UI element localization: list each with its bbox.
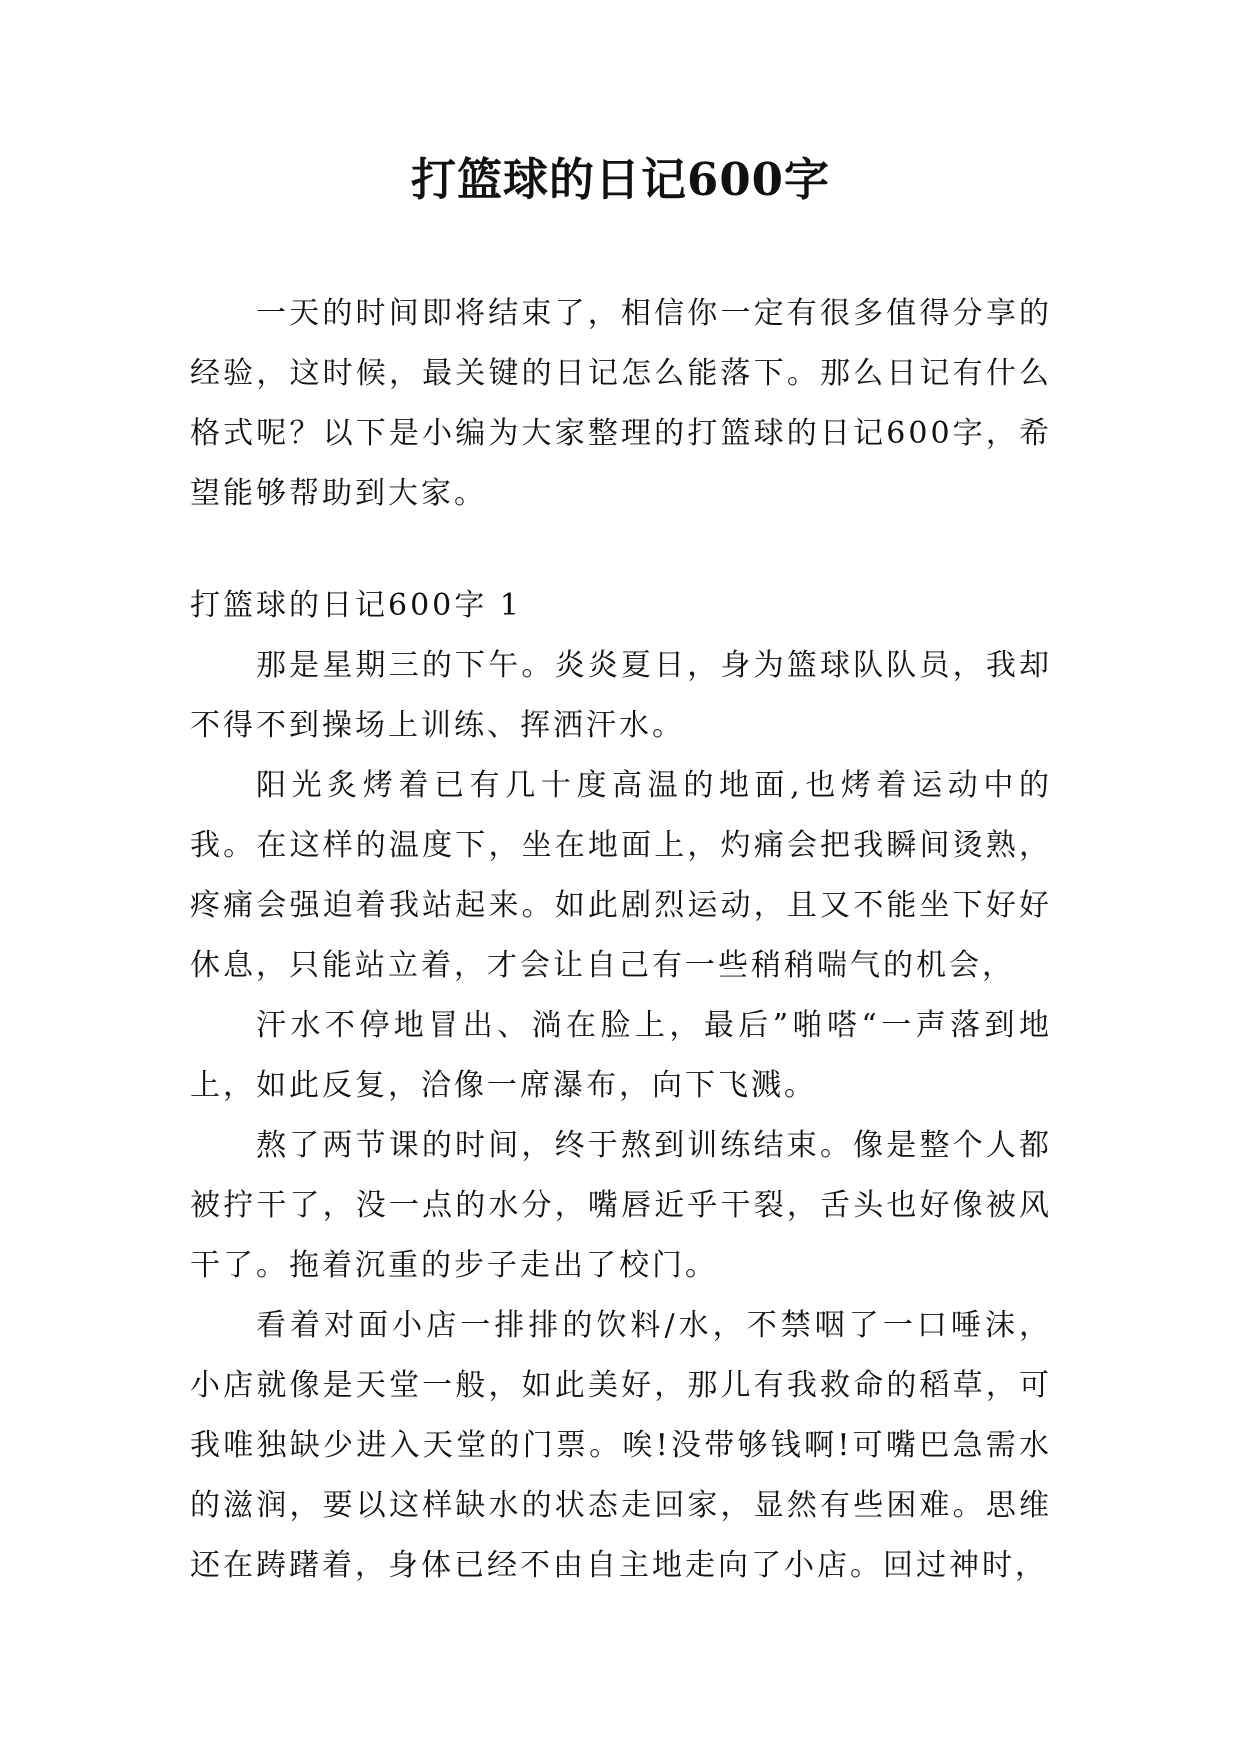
document-title: 打篮球的日记600字 — [411, 153, 830, 206]
section-heading: 打篮球的日记600字 1 — [190, 588, 522, 623]
intro-section — [190, 284, 1052, 524]
body-paragraph: 汗水不停地冒出、淌在脸上，最后”啪嗒“一声落到地上，如此反复，洽像一席瀑布，向下飞溅。 — [190, 1008, 1052, 1103]
body-paragraph: 阳光炙烤着已有几十度高温的地面,也烤着运动中的我。在这样的温度下，坐在地面上，灼痛会把我瞬间烫熟，疼痛会强迫着我站起来。如此剧烈运动，且又不能坐下好好休息，只能站立着，才会让自己有一些稍稍喘气的机会， — [190, 768, 1052, 983]
body-paragraph: 熬了两节课的时间，终于熬到训练结束。像是整个人都被拧干了，没一点的水分，嘴唇近乎干裂，舌头也好像被风干了。拖着沉重的步子走出了校门。 — [190, 1128, 1052, 1283]
diary-section — [190, 576, 1052, 1596]
body-paragraph: 看着对面小店一排排的饮料/水，不禁咽了一口唾沫，小店就像是天堂一般，如此美好，那儿有我救命的稻草，可我唯独缺少进入天堂的门票。唉!没带够钱啊!可嘴巴急需水的滋润，要以这样缺水的状态走回家，显然有些困难。思维还在踌躇着，身体已经不由自主地走向了小店。回过神时， — [190, 1308, 1052, 1583]
body-paragraph: 那是星期三的下午。炎炎夏日，身为篮球队队员，我却不得不到操场上训练、挥洒汗水。 — [190, 648, 1052, 743]
intro-paragraph: 一天的时间即将结束了，相信你一定有很多值得分享的经验，这时候，最关键的日记怎么能落下。那么日记有什么格式呢？以下是小编为大家整理的打篮球的日记600字，希望能够帮助到大家。 — [190, 296, 1052, 511]
